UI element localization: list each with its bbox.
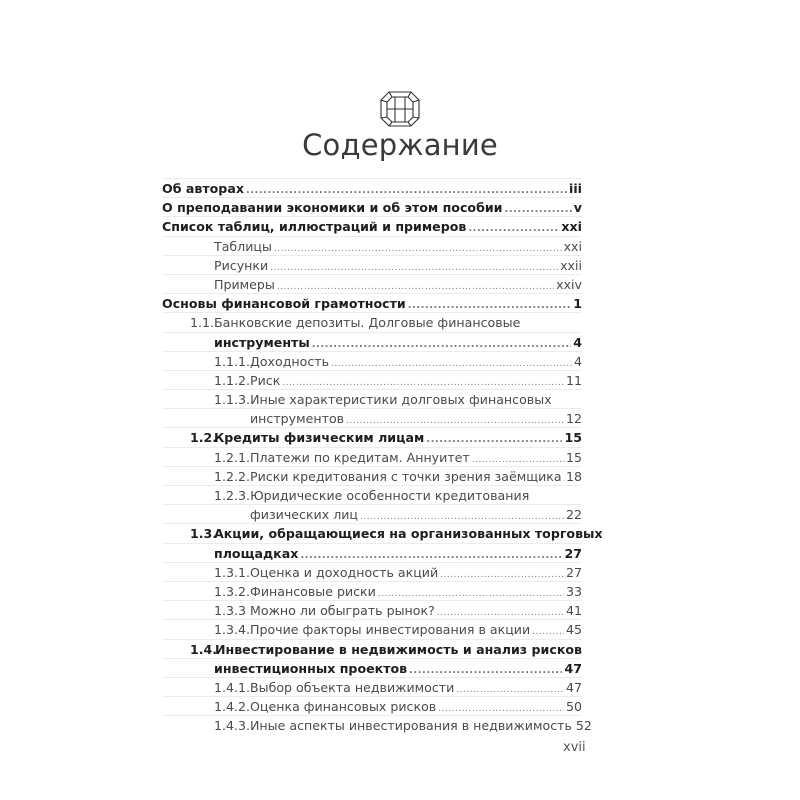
toc-entry[interactable] [162, 427, 582, 446]
toc-entry[interactable] [162, 562, 582, 581]
toc-entry[interactable] [162, 408, 582, 427]
toc-entry-title: Банковские депозиты. Долговые финансовые [214, 315, 521, 331]
toc-entry[interactable] [162, 485, 582, 504]
toc-entry-page: 11 [565, 372, 582, 388]
toc-entry-number: 1.1.1. [214, 353, 251, 369]
toc-entry-page: 15 [565, 449, 582, 465]
toc-entry-page: 45 [565, 622, 582, 638]
toc-entry-title: инструменты [214, 334, 310, 350]
toc-entry-number: 1.4.1. [214, 679, 251, 695]
toc-entry-title: Акции, обращающиеся на организованных торговых [214, 526, 603, 542]
toc-entry-title: Финансовые риски [250, 583, 376, 599]
toc-entry-number: 1.2.3. [214, 488, 251, 503]
toc-entry[interactable] [162, 389, 582, 408]
toc-entry-number: 1.1. [190, 315, 215, 331]
toc-entry[interactable] [162, 581, 582, 600]
toc-entry-title: Об авторах [162, 181, 244, 196]
toc-entry[interactable] [162, 696, 582, 715]
toc-entry[interactable] [162, 351, 582, 370]
toc-entry-page: xxi [563, 238, 582, 254]
toc-entry-title: Инвестирование в недвижимость и анализ рисков [214, 641, 582, 657]
toc-entry-title: Иные аспекты инвестирования в недвижимость [250, 718, 572, 734]
toc-entry-title: Оценка и доходность акций [250, 564, 439, 580]
toc-entry-title: Риск [250, 372, 281, 388]
toc-entry-title: Выбор объекта недвижимости [250, 679, 455, 695]
toc-entry-page: 1 [573, 296, 582, 312]
toc-entry-page: 4 [573, 353, 582, 369]
toc-entry-title: Юридические особенности кредитования [250, 488, 530, 503]
page-number: xvii [563, 740, 586, 755]
toc-entry-number: 1.3.3 [214, 603, 247, 619]
toc-entry-number: 1.4. [190, 641, 218, 657]
toc-entry-page: 18 [565, 468, 582, 484]
toc-entry-title: инвестиционных проектов [214, 660, 408, 676]
toc-entry-page: 50 [565, 699, 582, 715]
toc-entry-page: 27 [564, 545, 582, 561]
toc-entry-page: 47 [564, 660, 582, 676]
toc-entry-title: Таблицы [214, 238, 272, 254]
toc-entry[interactable] [162, 370, 582, 389]
toc-entry-page: 41 [565, 603, 582, 619]
toc-entry-title: инструментов [250, 411, 345, 427]
toc-entry-title: Риски кредитования с точки зрения заёмщика [250, 468, 562, 484]
toc-entry-title: Прочие факторы инвестирования в акции [250, 622, 531, 638]
toc-entry-number: 1.3.2. [214, 583, 251, 599]
toc-entry-page: xxiv [556, 276, 582, 292]
toc-entry[interactable] [162, 255, 582, 274]
toc-entry[interactable] [162, 639, 582, 658]
toc-entry[interactable] [162, 332, 582, 351]
toc-entry-number: 1.3. [190, 526, 218, 542]
toc-entry[interactable] [162, 216, 582, 235]
toc-entry-number: 1.2.2. [214, 468, 251, 484]
toc-entry[interactable] [162, 658, 582, 677]
toc-entry-title: Платежи по кредитам. Аннуитет [250, 449, 470, 465]
toc-entry-number: 1.2. [190, 430, 218, 446]
toc-entry-page: 47 [565, 679, 582, 695]
toc-entry-number: 1.1.2. [214, 372, 251, 388]
toc-entry-page: 33 [565, 583, 582, 599]
toc-entry[interactable] [162, 715, 592, 734]
toc-entry[interactable] [162, 504, 582, 523]
toc-entry[interactable] [162, 236, 582, 255]
toc-entry[interactable] [162, 178, 582, 197]
toc-entry-page: 12 [565, 411, 582, 427]
toc-entry-number: 1.3.1. [214, 564, 251, 580]
toc-entry[interactable] [162, 619, 582, 638]
toc-entry-page: 27 [565, 564, 582, 580]
toc-entry-title: Список таблиц, иллюстраций и примеров [162, 219, 467, 235]
table-of-contents [162, 178, 603, 734]
toc-entry-page: 4 [573, 334, 582, 350]
toc-entry-number: 1.3.4. [214, 622, 251, 638]
toc-entry[interactable] [162, 293, 582, 312]
toc-entry-title: Иные характеристики долговых финансовых [250, 392, 552, 408]
toc-entry-page: 22 [565, 507, 582, 523]
toc-entry[interactable] [162, 312, 582, 331]
toc-entry-page: xxii [560, 257, 582, 273]
toc-entry-number: 1.2.1. [214, 449, 251, 465]
toc-entry-page: v [573, 200, 582, 216]
page-title: Содержание [302, 128, 498, 162]
toc-entry[interactable] [162, 274, 582, 293]
toc-entry-number: 1.4.2. [214, 699, 251, 715]
toc-entry[interactable] [162, 466, 582, 485]
toc-entry-title: Примеры [214, 276, 275, 292]
toc-entry-title: Можно ли обыграть рынок? [250, 603, 435, 619]
toc-entry-title: физических лиц [250, 507, 359, 523]
toc-entry-title: Кредиты физическим лицам [214, 430, 425, 446]
toc-entry-page: iii [569, 181, 582, 196]
toc-entry[interactable] [162, 447, 582, 466]
toc-entry[interactable] [162, 523, 603, 542]
toc-entry[interactable] [162, 600, 582, 619]
toc-entry[interactable] [162, 543, 582, 562]
truncated-cube-icon [379, 88, 421, 128]
toc-entry-number: 1.1.3. [214, 392, 251, 408]
toc-entry-title: Основы финансовой грамотности [162, 296, 406, 312]
toc-entry-page: xxi [561, 219, 582, 235]
toc-entry[interactable] [162, 197, 582, 216]
toc-entry-page: 15 [564, 430, 582, 446]
toc-entry-title: Рисунки [214, 257, 269, 273]
toc-entry[interactable] [162, 677, 582, 696]
toc-entry-page: 52 [575, 718, 592, 734]
toc-entry-title: площадках [214, 545, 299, 561]
toc-entry-number: 1.4.3. [214, 718, 251, 734]
toc-entry-title: Доходность [250, 353, 330, 369]
toc-entry-title: Оценка финансовых рисков [250, 699, 437, 715]
toc-entry-title: О преподавании экономики и об этом пособии [162, 200, 503, 216]
